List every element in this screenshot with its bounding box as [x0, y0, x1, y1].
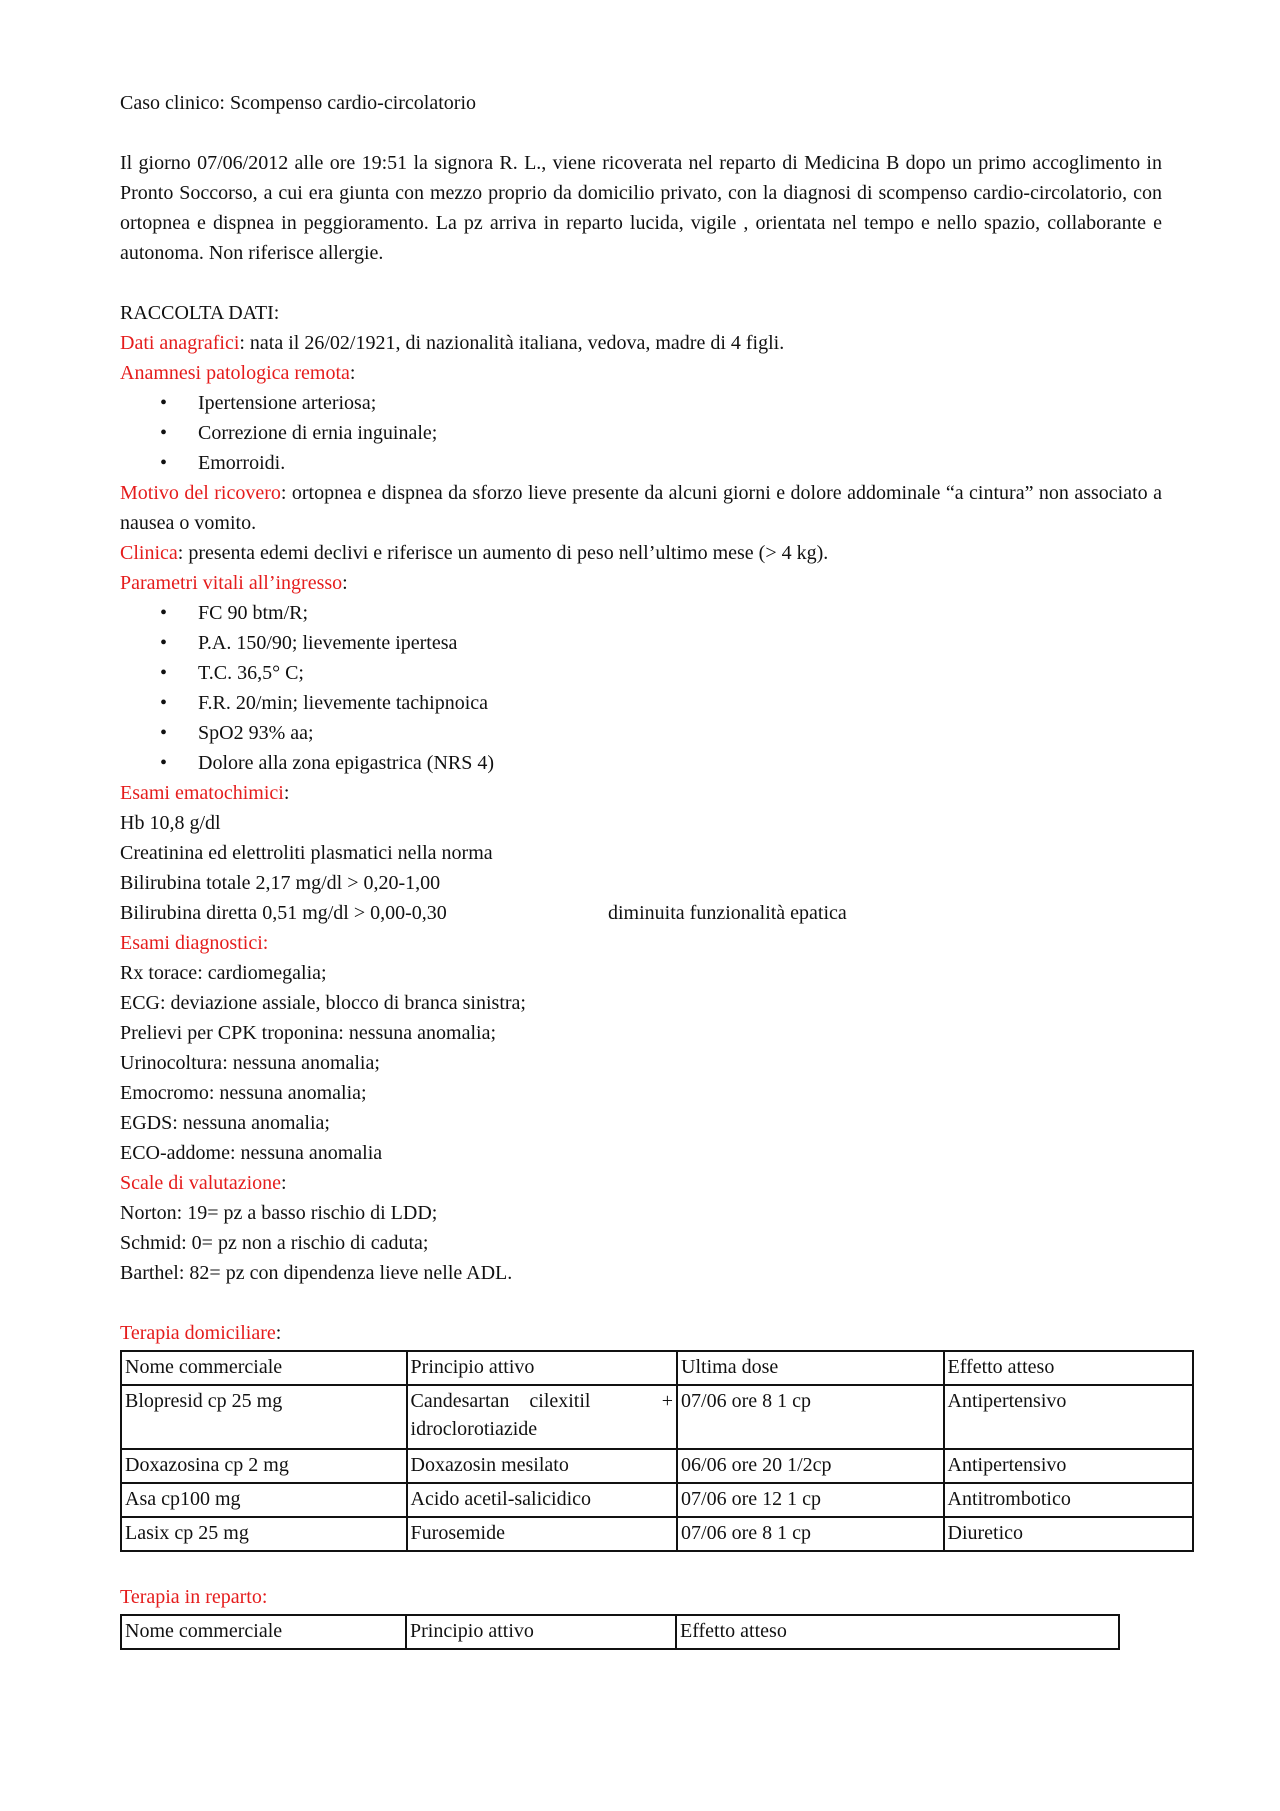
anamnesi-list	[120, 388, 1162, 478]
terapia-dom-label: Terapia domiciliare	[120, 1322, 276, 1344]
list-item: • Dolore alla zona epigastrica (NRS 4)	[120, 748, 1162, 778]
table-header-cell: Effetto atteso	[676, 1615, 1119, 1649]
anamnesi-heading: Anamnesi patologica remota:	[120, 362, 356, 384]
diagnostici-label: Esami diagnostici:	[120, 932, 269, 954]
table-cell: Acido acetil-salicidico	[407, 1483, 678, 1517]
table-header-cell: Nome commerciale	[121, 1615, 406, 1649]
ematochimici-line: Creatinina ed elettroliti plasmatici nella norma	[120, 842, 493, 864]
table-header-cell: Principio attivo	[406, 1615, 676, 1649]
diagnostici-line: EGDS: nessuna anomalia;	[120, 1112, 330, 1134]
scale-line: Norton: 19= pz a basso rischio di LDD;	[120, 1202, 438, 1224]
diagnostici-line: ECG: deviazione assiale, blocco di branca sinistra;	[120, 992, 526, 1014]
table-header-row	[121, 1351, 1193, 1385]
table-cell: Lasix cp 25 mg	[121, 1517, 407, 1551]
terapia-dom-heading: Terapia domiciliare:	[120, 1322, 282, 1344]
table-cell: Doxazosina cp 2 mg	[121, 1449, 407, 1483]
list-item: • Emorroidi.	[120, 448, 1162, 478]
motivo-label: Motivo del ricovero	[120, 482, 281, 504]
anagrafici-line	[120, 328, 1162, 358]
table-header-cell: Ultima dose	[677, 1351, 943, 1385]
table-row	[121, 1483, 1193, 1517]
clinica-text: : presenta edemi declivi e riferisce un aumento di peso nell’ultimo mese (> 4 kg).	[177, 542, 829, 564]
list-item: • Correzione di ernia inguinale;	[120, 418, 1162, 448]
list-item: • Ipertensione arteriosa;	[120, 388, 1162, 418]
document-body	[120, 88, 1162, 1650]
table-cell: Blopresid cp 25 mg	[121, 1385, 407, 1449]
table-cell: Doxazosin mesilato	[407, 1449, 678, 1483]
table-row	[121, 1385, 1193, 1449]
table-cell: 07/06 ore 8 1 cp	[677, 1517, 943, 1551]
clinica-line	[120, 538, 1162, 568]
table-cell: 07/06 ore 8 1 cp	[677, 1385, 943, 1449]
motivo-text: : ortopnea e dispnea da sforzo lieve presente da alcuni giorni e dolore addominale “a cintura” non associato a nausea o vomito.	[120, 482, 1162, 534]
table-cell: Candesartan cilexitil + idroclorotiazide	[407, 1385, 678, 1449]
table-row	[121, 1517, 1193, 1551]
terapia-rep-label: Terapia in reparto:	[120, 1586, 268, 1608]
anagrafici-text: : nata il 26/02/1921, di nazionalità italiana, vedova, madre di 4 figli.	[239, 332, 785, 354]
scale-heading: Scale di valutazione:	[120, 1172, 287, 1194]
table-cell: Antipertensivo	[944, 1385, 1193, 1449]
document-title: Caso clinico: Scompenso cardio-circolatorio	[120, 92, 477, 114]
diagnostici-line: Urinocoltura: nessuna anomalia;	[120, 1052, 380, 1074]
raccolta-heading: RACCOLTA DATI:	[120, 302, 280, 324]
list-item: • SpO2 93% aa;	[120, 718, 1162, 748]
clinica-label: Clinica	[120, 542, 178, 564]
table-header-cell: Principio attivo	[407, 1351, 678, 1385]
list-item: • F.R. 20/min; lievemente tachipnoica	[120, 688, 1162, 718]
ematochimici-heading: Esami ematochimici:	[120, 782, 290, 804]
table-cell: Asa cp100 mg	[121, 1483, 407, 1517]
ematochimici-line: Bilirubina totale 2,17 mg/dl > 0,20-1,00	[120, 872, 441, 894]
parametri-label: Parametri vitali all’ingresso	[120, 572, 343, 594]
table-cell: Antitrombotico	[944, 1483, 1193, 1517]
list-item: • T.C. 36,5° C;	[120, 658, 1162, 688]
ematochimici-label: Esami ematochimici	[120, 782, 284, 804]
ematochimici-line: Hb 10,8 g/dl	[120, 812, 221, 834]
scale-label: Scale di valutazione	[120, 1172, 282, 1194]
table-cell: Diuretico	[944, 1517, 1193, 1551]
table-cell: Furosemide	[407, 1517, 678, 1551]
list-item: • FC 90 btm/R;	[120, 598, 1162, 628]
table-row	[121, 1449, 1193, 1483]
parametri-heading: Parametri vitali all’ingresso:	[120, 572, 348, 594]
list-item: • P.A. 150/90; lievemente ipertesa	[120, 628, 1162, 658]
ematochimici-line-with-note: Bilirubina diretta 0,51 mg/dl > 0,00-0,30 diminuita funzionalità epatica	[120, 898, 1162, 928]
diagnostici-line: ECO-addome: nessuna anomalia	[120, 1142, 383, 1164]
table-cell: 07/06 ore 12 1 cp	[677, 1483, 943, 1517]
table-header-cell: Effetto atteso	[944, 1351, 1193, 1385]
scale-line: Schmid: 0= pz non a rischio di caduta;	[120, 1232, 429, 1254]
table-cell: Antipertensivo	[944, 1449, 1193, 1483]
anagrafici-label: Dati anagrafici	[120, 332, 240, 354]
terapia-dom-table	[120, 1350, 1194, 1552]
intro-paragraph: Il giorno 07/06/2012 alle ore 19:51 la signora R. L., viene ricoverata nel reparto di Medicina B dopo un primo accoglimento in Pronto Soccorso, a cui era giunta con mezzo proprio da domicilio privato, con la diagnosi di scompenso cardio-circolatorio, con ortopnea e dispnea in peggioramento. La pz arriva in reparto lucida, vigile , orientata nel tempo e nello spazio, collaborante e autonoma. Non riferisce allergie.	[120, 152, 1162, 264]
terapia-rep-table	[120, 1614, 1120, 1650]
diagnostici-line: Emocromo: nessuna anomalia;	[120, 1082, 367, 1104]
diagnostici-line: Prelievi per CPK troponina: nessuna anomalia;	[120, 1022, 497, 1044]
scale-line: Barthel: 82= pz con dipendenza lieve nelle ADL.	[120, 1262, 513, 1284]
motivo-line	[120, 478, 1162, 538]
anamnesi-label: Anamnesi patologica remota	[120, 362, 350, 384]
table-header-row	[121, 1615, 1119, 1649]
ematochimici-note: diminuita funzionalità epatica	[608, 902, 847, 924]
table-cell: 06/06 ore 20 1/2cp	[677, 1449, 943, 1483]
parametri-list	[120, 598, 1162, 778]
diagnostici-line: Rx torace: cardiomegalia;	[120, 962, 327, 984]
table-header-cell: Nome commerciale	[121, 1351, 407, 1385]
